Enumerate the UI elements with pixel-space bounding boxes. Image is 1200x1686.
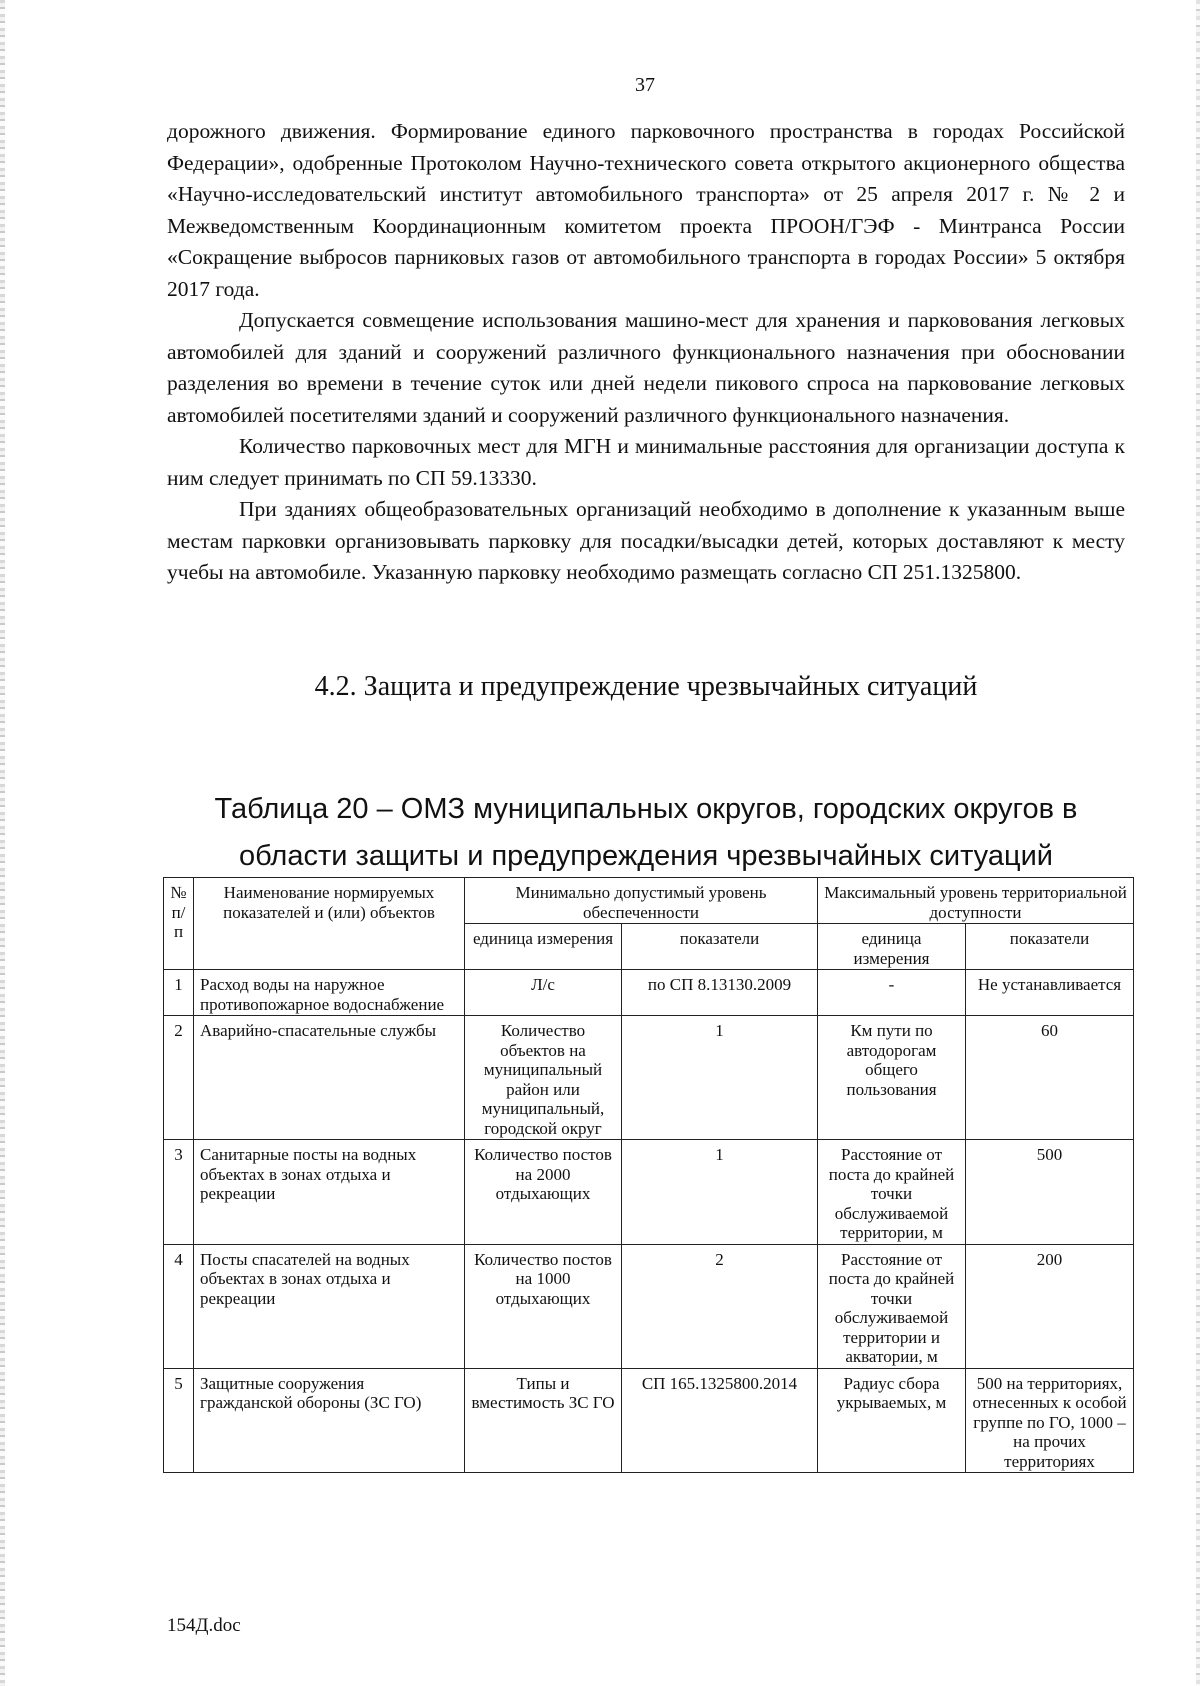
footer-filename: 154Д.doc xyxy=(167,1615,241,1636)
header-number: № п/п xyxy=(164,878,194,970)
row-max-value: 60 xyxy=(966,1016,1134,1140)
row-min-value: по СП 8.13130.2009 xyxy=(622,970,818,1016)
table-row xyxy=(164,1368,1134,1473)
row-max-value: 500 xyxy=(966,1140,1134,1245)
row-max-unit: Расстояние от поста до крайней точки обслуживаемой территории и акватории, м xyxy=(818,1244,966,1368)
row-min-unit: Типы и вместимость ЗС ГО xyxy=(465,1368,622,1473)
standards-table xyxy=(163,877,1134,1473)
table-row xyxy=(164,1140,1134,1245)
row-max-unit: Радиус сбора укрываемых, м xyxy=(818,1368,966,1473)
row-max-value: Не устанавливается xyxy=(966,970,1134,1016)
row-name: Посты спасателей на водных объектах в зонах отдыха и рекреации xyxy=(194,1244,465,1368)
table-row xyxy=(164,1244,1134,1368)
table-row xyxy=(164,970,1134,1016)
scan-edge-right xyxy=(1196,0,1200,1686)
page-number: 37 xyxy=(635,74,655,96)
section-heading: 4.2. Защита и предупреждение чрезвычайных ситуаций xyxy=(314,671,978,702)
row-number: 2 xyxy=(164,1016,194,1140)
row-max-unit: Км пути по автодорогам общего пользования xyxy=(818,1016,966,1140)
row-max-unit: - xyxy=(818,970,966,1016)
table-header-row xyxy=(164,878,1134,924)
paragraph-2: Допускается совмещение использования машино-мест для хранения и парковования легковых автомобилей для зданий и сооружений различного функционального назначения при обосновании разделения во времени в течение суток или дней недели пикового спроса на парковование легковых автомобилей посетителями зданий и сооружений различного функционального назначения. xyxy=(167,308,1125,427)
row-number: 4 xyxy=(164,1244,194,1368)
scan-edge-left xyxy=(0,0,5,1686)
row-max-unit: Расстояние от поста до крайней точки обслуживаемой территории, м xyxy=(818,1140,966,1245)
paragraph-1: дорожного движения. Формирование единого парковочного пространства в городах Российской Федерации», одобренные Протоколом Научно-технического совета открытого акционерного общества «Научно-исследовательский институт автомобильного транспорта» от 25 апреля 2017 г. № 2 и Межведомственным Координационным комитетом проекта ПРООН/ГЭФ - Минтранса России «Сокращение выбросов парниковых газов от автомобильного транспорта в городах России» 5 октября 2017 года. xyxy=(167,119,1125,301)
header-min-unit: единица измерения xyxy=(465,924,622,970)
row-min-unit: Л/с xyxy=(465,970,622,1016)
header-name: Наименование нормируемых показателей и (или) объектов xyxy=(194,878,465,970)
row-min-unit: Количество постов на 2000 отдыхающих xyxy=(465,1140,622,1245)
row-number: 1 xyxy=(164,970,194,1016)
header-max-level: Максимальный уровень территориальной доступности xyxy=(818,878,1134,924)
table-row xyxy=(164,1016,1134,1140)
row-name: Защитные сооружения гражданской обороны (ЗС ГО) xyxy=(194,1368,465,1473)
paragraph-3: Количество парковочных мест для МГН и минимальные расстояния для организации доступа к ним следует принимать по СП 59.13330. xyxy=(167,434,1125,490)
row-name: Расход воды на наружное противопожарное водоснабжение xyxy=(194,970,465,1016)
row-min-value: 1 xyxy=(622,1016,818,1140)
table-caption: Таблица 20 – ОМЗ муниципальных округов, городских округов в области защиты и предупреждения чрезвычайных ситуаций xyxy=(214,793,1078,872)
row-max-value: 200 xyxy=(966,1244,1134,1368)
body-text xyxy=(167,116,1125,589)
row-number: 3 xyxy=(164,1140,194,1245)
row-max-value: 500 на территориях, отнесенных к особой группе по ГО, 1000 – на прочих территориях xyxy=(966,1368,1134,1473)
header-max-value: показатели xyxy=(966,924,1134,970)
row-name: Аварийно-спасательные службы xyxy=(194,1016,465,1140)
header-max-unit: единица измерения xyxy=(818,924,966,970)
row-number: 5 xyxy=(164,1368,194,1473)
row-min-unit: Количество объектов на муниципальный район или муниципальный, городской округ xyxy=(465,1016,622,1140)
row-min-unit: Количество постов на 1000 отдыхающих xyxy=(465,1244,622,1368)
row-min-value: СП 165.1325800.2014 xyxy=(622,1368,818,1473)
row-name: Санитарные посты на водных объектах в зонах отдыха и рекреации xyxy=(194,1140,465,1245)
row-min-value: 2 xyxy=(622,1244,818,1368)
header-min-level: Минимально допустимый уровень обеспеченности xyxy=(465,878,818,924)
paragraph-4: При зданиях общеобразовательных организаций необходимо в дополнение к указанным выше местам парковки организовывать парковку для посадки/высадки детей, которых доставляют к месту учебы на автомобиле. Указанную парковку необходимо размещать согласно СП 251.1325800. xyxy=(167,497,1125,584)
header-min-value: показатели xyxy=(622,924,818,970)
row-min-value: 1 xyxy=(622,1140,818,1245)
